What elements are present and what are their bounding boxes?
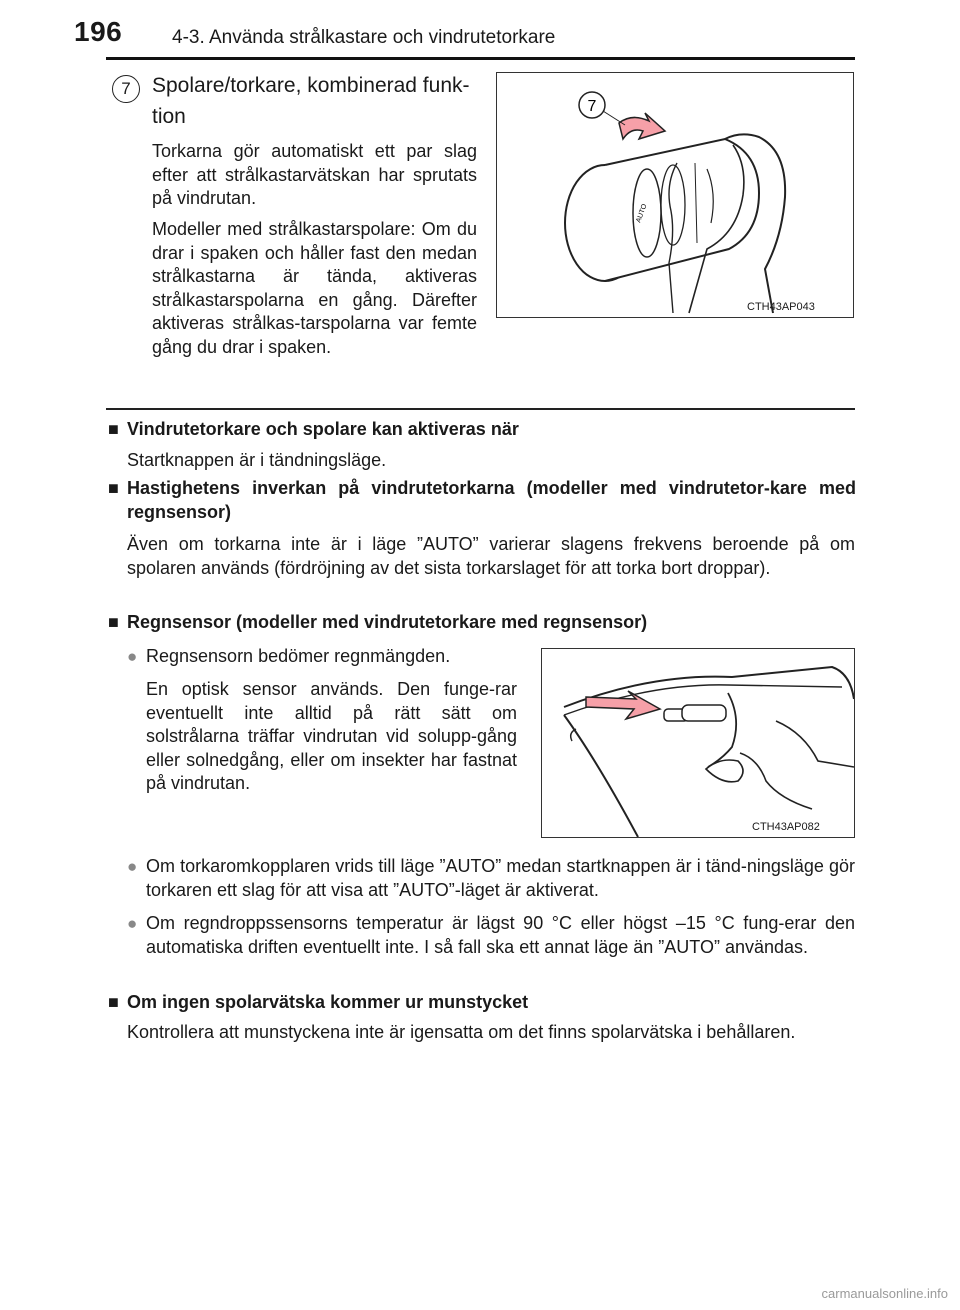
- lever-auto-label: AUTO: [635, 203, 649, 224]
- bullet-text: Om regndroppssensorns temperatur är lägst 90 °C eller högst –15 °C fung-erar den automatiska driften eventuellt inte. I så fall ska ett annat läge än ”AUTO” användas.: [146, 913, 855, 957]
- feature-heading: Spolare/torkare, kombinerad funk-tion: [152, 74, 470, 128]
- footer-watermark: carmanualsonline.info: [821, 1286, 948, 1301]
- square-bullet-icon: ■: [108, 612, 119, 632]
- section-divider: [106, 408, 855, 410]
- section-text-2: Även om torkarna inte är i läge ”AUTO” varierar slagens frekvens beroende på om spolaren används (fördröjning av det sista torkarslaget för att torka bort droppar).: [127, 534, 855, 578]
- windshield-illustration: [542, 649, 854, 837]
- section-heading-2: [108, 477, 856, 522]
- figure-code: CTH43AP043: [747, 301, 815, 313]
- section-heading-4: [108, 991, 856, 1015]
- section-heading-text: Hastighetens inverkan på vindrutetorkarna (modeller med vindrutetor-kare med regnsensor): [127, 478, 856, 522]
- rearview-mirror-icon: [682, 705, 726, 721]
- figure-code: CTH43AP082: [752, 821, 820, 833]
- bullet-text: Regnsensorn bedömer regnmängden.: [146, 646, 451, 666]
- square-bullet-icon: ■: [108, 478, 119, 498]
- feature-number-badge: 7: [112, 75, 140, 103]
- bullet-text: Om torkaromkopplaren vrids till läge ”AUTO” medan startknappen är i tänd-ningsläge gör torkaren ett slag för att visa att ”AUTO”-läget är aktiverat.: [146, 856, 855, 900]
- section-heading-text: Om ingen spolarvätska kommer ur munstycket: [127, 992, 529, 1012]
- bullet-item-3: [127, 912, 855, 959]
- section-heading-1: [108, 418, 856, 442]
- section-title: 4-3. Använda strålkastare och vindrutetorkare: [172, 27, 556, 48]
- section-text-1: Startknappen är i tändningsläge.: [127, 450, 387, 470]
- figure-wiper-lever: [496, 72, 854, 318]
- bullet-item-2: [127, 855, 855, 902]
- callout-number: 7: [587, 98, 597, 115]
- wiper-lever-illustration: [497, 73, 853, 317]
- section-heading-3: [108, 611, 856, 635]
- bullet-item-1: [127, 645, 522, 669]
- figure-windshield-sensor: [541, 648, 855, 838]
- feature-paragraph-1: Torkarna gör automatiskt ett par slag efter att strålkastarvätskan har sprutats på vindrutan.: [152, 141, 477, 208]
- bullet-dot-icon: ●: [127, 647, 138, 666]
- header-rule: [106, 57, 855, 60]
- square-bullet-icon: ■: [108, 419, 119, 439]
- bullet-dot-icon: ●: [127, 857, 138, 876]
- page-number: 196: [74, 16, 123, 47]
- feature-paragraph-2: Modeller med strålkastarspolare: Om du drar i spaken och håller fast den medan strålkastarna är tända, aktiveras strålkastarspolarna en gång. Därefter aktiveras strålkas-tarspolarna var femte gång du drar i spaken.: [152, 219, 477, 357]
- square-bullet-icon: ■: [108, 992, 119, 1012]
- bullet-dot-icon: ●: [127, 914, 138, 933]
- section-text-4: Kontrollera att munstyckena inte är igensatta om det finns spolarvätska i behållaren.: [127, 1022, 796, 1042]
- section-heading-text: Vindrutetorkare och spolare kan aktiveras när: [127, 419, 519, 439]
- section-heading-text: Regnsensor (modeller med vindrutetorkare med regnsensor): [127, 612, 648, 632]
- rain-sensor-paragraph: En optisk sensor används. Den funge-rar eventuellt inte alltid på rätt sätt om solstrålarna träffar vindrutan vid solupp-gång eller solnedgång, eller om insekter har fastnat på vindrutan.: [146, 679, 517, 793]
- pull-arrow-icon: [619, 113, 665, 139]
